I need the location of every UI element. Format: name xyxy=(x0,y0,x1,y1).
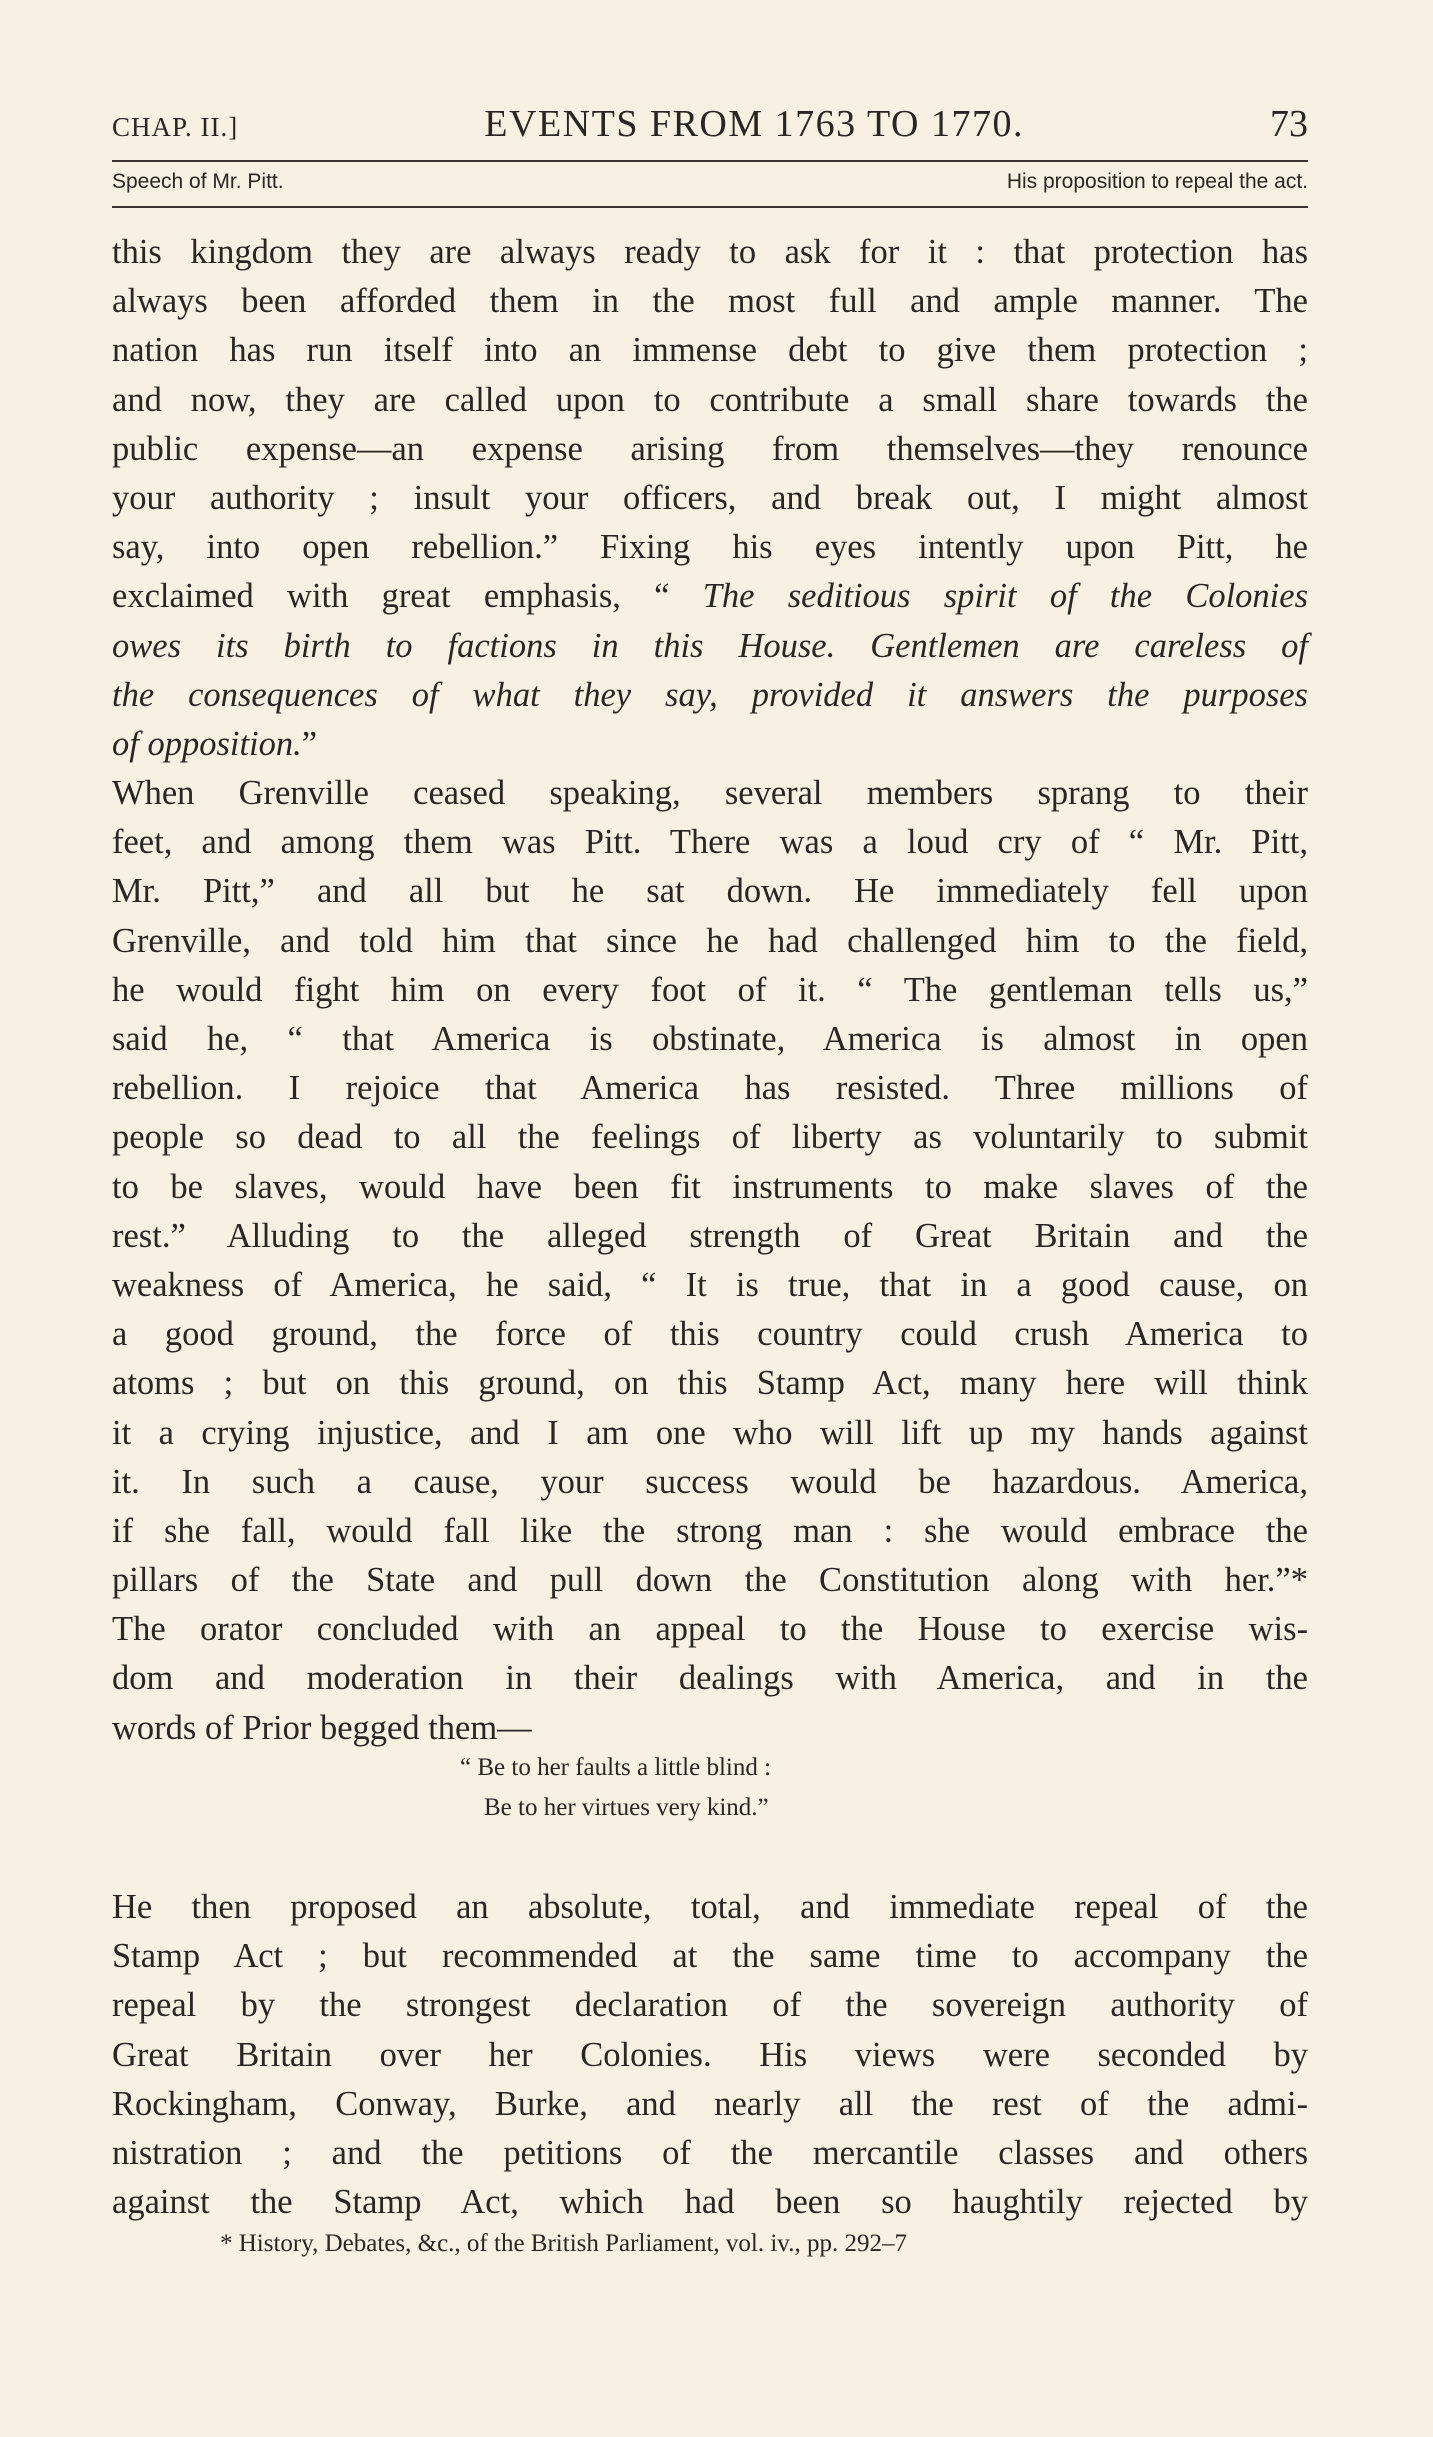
left-subhead: Speech of Mr. Pitt. xyxy=(112,170,284,193)
page-title: EVENTS FROM 1763 TO 1770. xyxy=(484,103,1024,145)
text-line: it a crying injustice, and I am one who will lift up my hands against xyxy=(112,1413,1308,1452)
text-line: feet, and among them was Pitt. There was a loud cry of “ Mr. Pitt, xyxy=(112,823,1308,862)
body-text-continuation xyxy=(112,1883,1308,2227)
text-line: He then proposed an absolute, total, and immediate repeal of the xyxy=(112,1888,1308,1926)
text-line: rebellion. I rejoice that America has resisted. Three millions of xyxy=(112,1069,1308,1108)
text-line: and now, they are called upon to contribute a small share towards the xyxy=(112,380,1308,419)
verse-quote xyxy=(460,1748,980,1828)
header-rule-top xyxy=(112,160,1308,162)
text-line: Grenville, and told him that since he had challenged him to the field, xyxy=(112,921,1308,960)
body-text-main xyxy=(112,228,1308,1753)
text-line: weakness of America, he said, “ It is true, that in a good cause, on xyxy=(112,1265,1308,1304)
text-line: pillars of the State and pull down the Constitution along with her.”* xyxy=(112,1561,1308,1600)
verse-line: “ Be to her faults a little blind : xyxy=(460,1754,772,1781)
page-number: 73 xyxy=(1269,103,1308,145)
text-line: dom and moderation in their dealings with America, and in the xyxy=(112,1659,1308,1698)
text-line: nation has run itself into an immense debt to give them protection ; xyxy=(112,331,1308,370)
text-line xyxy=(112,572,1308,621)
text-segment: ” xyxy=(301,724,318,763)
text-line: always been afforded them in the most full and ample manner. The xyxy=(112,282,1308,321)
chapter-label: CHAP. II.] xyxy=(112,112,239,142)
text-line: Great Britain over her Colonies. His views were seconded by xyxy=(112,2035,1308,2074)
text-line: Stamp Act ; but recommended at the same time to accompany the xyxy=(112,1937,1308,1976)
text-line: he would fight him on every foot of it. “ The gentleman tells us,” xyxy=(112,970,1308,1009)
text-line xyxy=(112,720,1308,769)
text-line: this kingdom they are always ready to ask for it : that protection has xyxy=(112,233,1308,271)
text-line: The orator concluded with an appeal to the House to exercise wis- xyxy=(112,1610,1308,1649)
text-line: people so dead to all the feelings of liberty as voluntarily to submit xyxy=(112,1118,1308,1157)
footnote: * History, Debates, &c., of the British Parliament, vol. iv., pp. 292–7 xyxy=(220,2230,907,2257)
right-subhead: His proposition to repeal the act. xyxy=(1006,170,1308,193)
text-line-italic: the consequences of what they say, provided it answers the purposes xyxy=(112,675,1308,714)
running-head xyxy=(112,102,1308,158)
text-line: to be slaves, would have been fit instruments to make slaves of the xyxy=(112,1167,1308,1206)
text-line: if she fall, would fall like the strong man : she would embrace the xyxy=(112,1511,1308,1550)
text-line: words of Prior begged them— xyxy=(112,1708,532,1747)
text-line: a good ground, the force of this country could crush America to xyxy=(112,1315,1308,1354)
text-line: said he, “ that America is obstinate, America is almost in open xyxy=(112,1020,1308,1058)
text-line: Mr. Pitt,” and all but he sat down. He immediately fell upon xyxy=(112,872,1308,911)
italic-quote: of opposition. xyxy=(112,724,302,763)
marginal-subheads xyxy=(112,170,1308,194)
verse-line: Be to her virtues very kind.” xyxy=(484,1794,769,1821)
text-line: atoms ; but on this ground, on this Stamp Act, many here will think xyxy=(112,1364,1308,1403)
text-line: When Grenville ceased speaking, several members sprang to their xyxy=(112,774,1308,813)
italic-quote: The seditious spirit of the Colonies xyxy=(702,577,1309,616)
text-line: say, into open rebellion.” Fixing his eyes intently upon Pitt, he xyxy=(112,528,1308,567)
header-rule-bottom xyxy=(112,206,1308,208)
text-line: it. In such a cause, your success would be hazardous. America, xyxy=(112,1462,1308,1501)
text-line: repeal by the strongest declaration of the sovereign authority of xyxy=(112,1986,1308,2025)
text-line: nistration ; and the petitions of the mercantile classes and others xyxy=(112,2133,1308,2172)
text-line: rest.” Alluding to the alleged strength of Great Britain and the xyxy=(112,1216,1308,1255)
text-line: your authority ; insult your officers, and break out, I might almost xyxy=(112,478,1308,517)
text-segment: exclaimed with great emphasis, “ xyxy=(112,577,670,616)
text-line: public expense—an expense arising from themselves—they renounce xyxy=(112,429,1308,468)
text-line: Rockingham, Conway, Burke, and nearly all the rest of the admi- xyxy=(112,2084,1308,2123)
text-line-italic: owes its birth to factions in this House. Gentlemen are careless of xyxy=(112,626,1308,665)
text-line: against the Stamp Act, which had been so haughtily rejected by xyxy=(112,2183,1308,2222)
